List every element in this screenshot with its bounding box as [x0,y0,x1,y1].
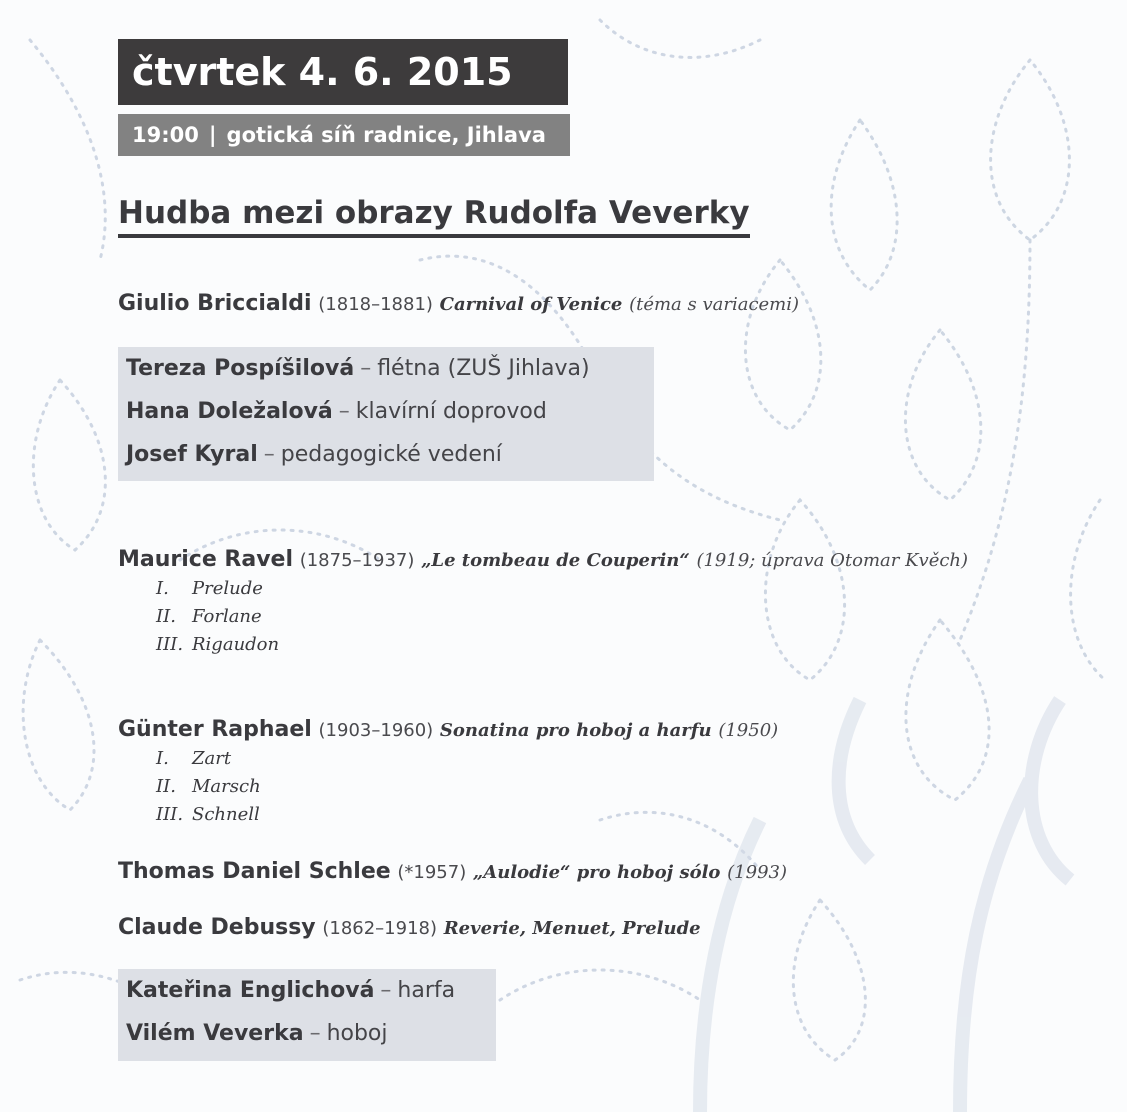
composer-name: Maurice Ravel [118,547,294,572]
work-title: Carnival of Venice [439,294,623,315]
movement-name: Forlane [192,606,262,627]
performer-dash: – [263,442,275,467]
performers-block-2 [118,969,496,1061]
work-title: Sonatina pro hoboj a harfu [439,720,712,741]
composer-name: Giulio Briccialdi [118,291,312,316]
work-title: „Le tombeau de Couperin“ [421,550,690,571]
performer-role: flétna (ZUŠ Jihlava) [377,356,590,381]
movement-item [156,801,261,829]
date-banner: čtvrtek 4. 6. 2015 [118,39,568,105]
composer-years: (1818–1881) [318,294,433,315]
movement-name: Schnell [192,804,260,825]
performer-role: pedagogické vedení [280,442,502,467]
movement-number: I. [156,578,169,599]
performer-dash: – [338,399,350,424]
program-item-debussy [118,913,701,943]
event-time: 19:00 [132,123,199,147]
performer-row [126,390,654,433]
composer-years: (1903–1960) [318,720,434,741]
performer-name: Kateřina Englichová [126,978,375,1003]
movement-number: III. [156,804,184,825]
movement-name: Marsch [192,776,261,797]
performer-name: Vilém Veverka [126,1021,304,1046]
movement-list [156,745,261,829]
performer-row [126,969,496,1012]
composer-name: Thomas Daniel Schlee [118,859,391,884]
program-item-schlee [118,857,787,887]
movement-item [156,575,279,603]
time-venue-banner [118,114,570,156]
performer-name: Tereza Pospíšilová [126,356,355,381]
program-item-briccialdi [118,289,799,319]
work-note: (1993) [727,862,787,883]
performer-row [126,433,654,476]
composer-name: Günter Raphael [118,717,312,742]
performer-role: klavírní doprovod [355,399,547,424]
work-note: (téma s variacemi) [629,294,800,315]
movement-number: I. [156,748,169,769]
performer-name: Josef Kyral [126,442,258,467]
performer-row [126,1012,496,1055]
performer-row [126,347,654,390]
movement-name: Prelude [192,578,263,599]
movement-number: III. [156,634,184,655]
event-venue: gotická síň radnice, Jihlava [226,123,546,147]
composer-name: Claude Debussy [118,915,316,940]
performers-block-1 [118,347,654,481]
time-separator: | [208,123,217,147]
performer-dash: – [360,356,372,381]
program-item-ravel [118,545,968,575]
movement-item [156,603,279,631]
work-title: Reverie, Menuet, Prelude [443,918,701,939]
movement-number: II. [156,606,176,627]
program-item-raphael [118,715,778,745]
movement-list [156,575,279,659]
movement-name: Rigaudon [192,634,280,655]
performer-dash: – [380,978,392,1003]
concert-title: Hudba mezi obrazy Rudolfa Veverky [118,192,750,238]
composer-years: (1862–1918) [322,918,438,939]
movement-item [156,745,261,773]
performer-role: hoboj [326,1021,388,1046]
movement-number: II. [156,776,176,797]
work-note: (1950) [718,720,779,741]
composer-years: (*1957) [397,862,467,883]
movement-item [156,773,261,801]
work-note: (1919; úprava Otomar Kvěch) [696,550,969,571]
movement-name: Zart [192,748,232,769]
performer-role: harfa [397,978,456,1003]
performer-name: Hana Doležalová [126,399,333,424]
performer-dash: – [309,1021,321,1046]
composer-years: (1875–1937) [299,550,415,571]
movement-item [156,631,279,659]
work-title: „Aulodie“ pro hoboj sólo [472,862,721,883]
